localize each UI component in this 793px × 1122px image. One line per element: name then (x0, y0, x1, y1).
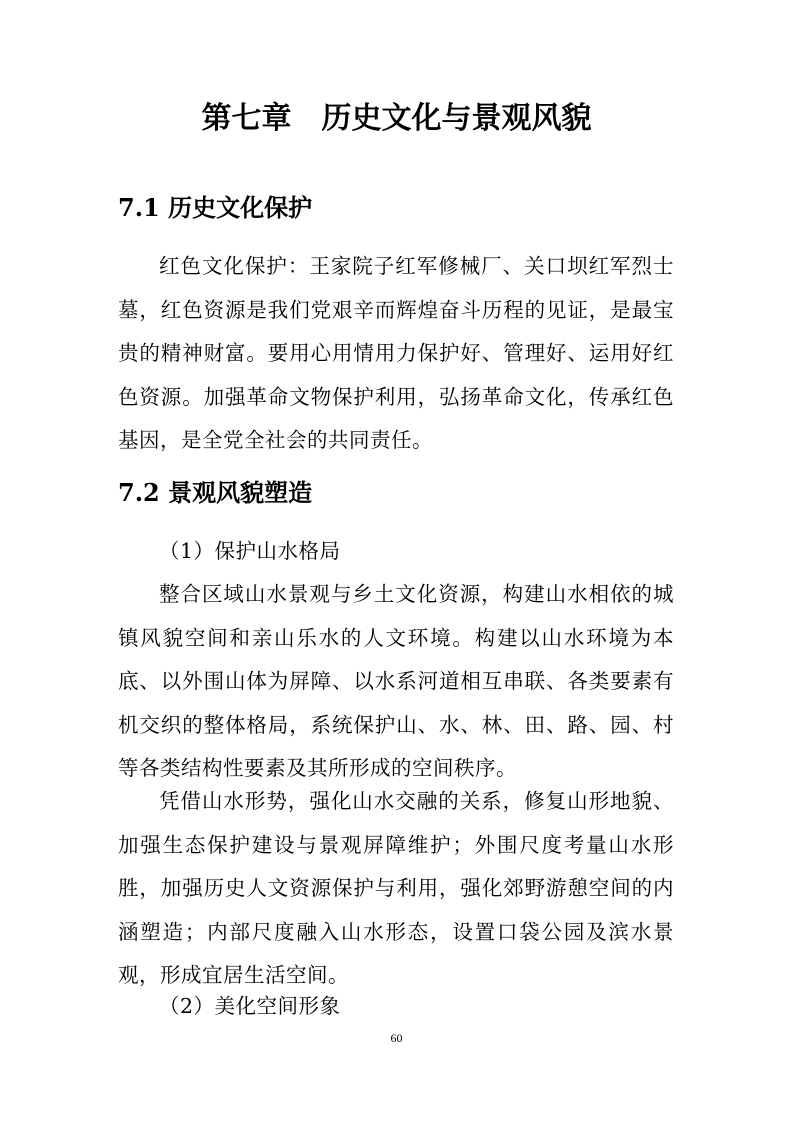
page-number: 60 (390, 1031, 403, 1045)
paragraph-landscape-strengthening: 凭借山水形势，强化山水交融的关系，修复山形地貌、加强生态保护建设与景观屏障维护；外围尺度考量山水形胜，加强历史人文资源保护与利用，强化郊野游憩空间的内涵塑造；内部尺度融入山水形态，设置口袋公园及滨水景观，形成宜居生活空间。 (118, 789, 674, 987)
paragraph-red-culture-protection: 红色文化保护：王家院子红军修械厂、关口坝红军烈士墓，红色资源是我们党艰辛而辉煌奋斗历程的见证，是最宝贵的精神财富。要用心用情用力保护好、管理好、运用好红色资源。加强革命文物保护利用，弘扬革命文化，传承红色基因，是全党全社会的共同责任。 (118, 254, 674, 452)
paragraph-landscape-integration: 整合区域山水景观与乡土文化资源，构建山水相依的城镇风貌空间和亲山乐水的人文环境。构建以山水环境为本底、以外围山体为屏障、以水系河道相互串联、各类要素有机交织的整体格局，系统保护山、水、林、田、路、园、村等各类结构性要素及其所形成的空间秩序。 (118, 582, 674, 780)
section-heading-7-1: 7.1 历史文化保护 (118, 193, 313, 222)
sub-item-beautify-space-image: （2）美化空间形象 (159, 994, 341, 1018)
sub-item-protect-landscape-pattern: （1）保护山水格局 (159, 539, 341, 563)
section-heading-7-2: 7.2 景观风貌塑造 (118, 478, 313, 507)
chapter-title: 第七章 历史文化与景观风貌 (201, 101, 592, 136)
